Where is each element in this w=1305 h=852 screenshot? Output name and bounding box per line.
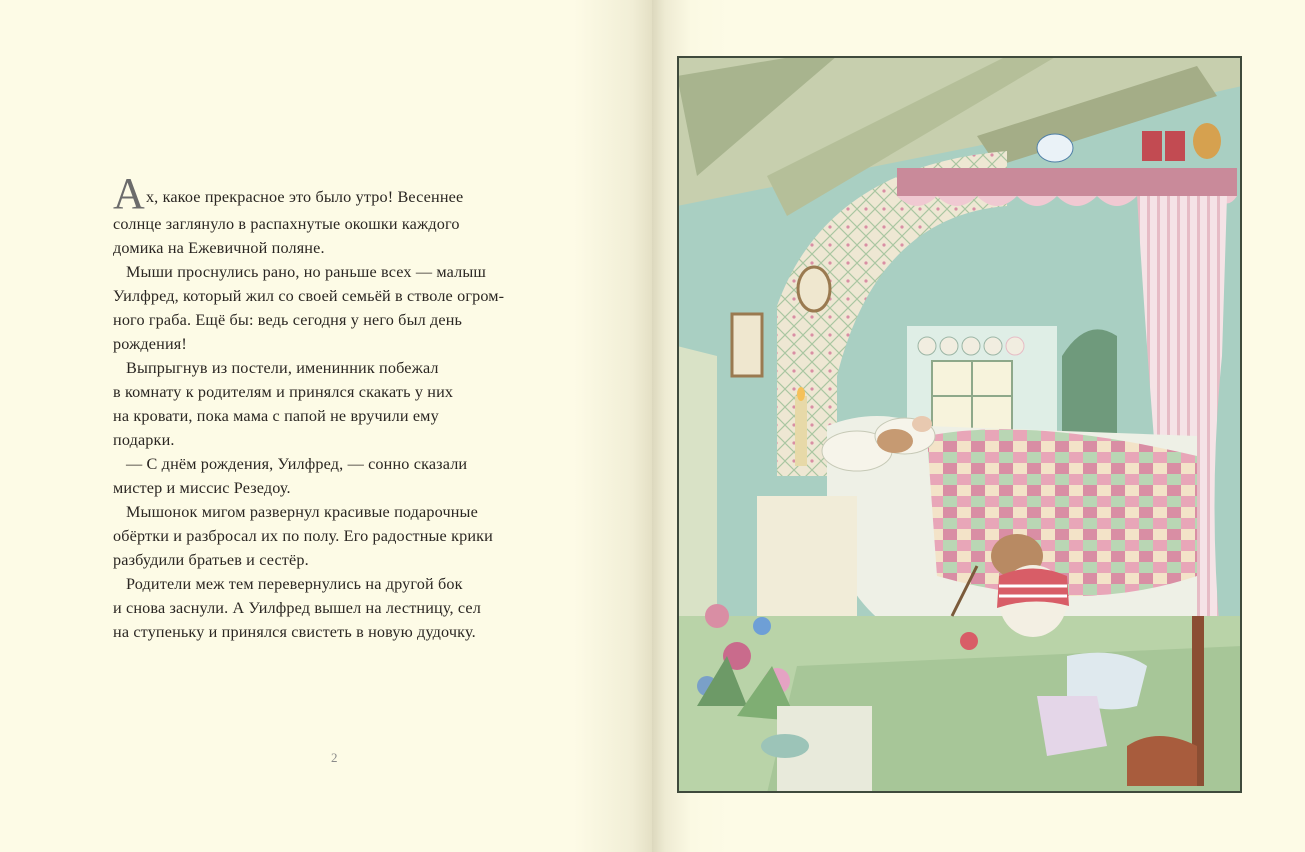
left-page <box>0 0 652 852</box>
dish <box>761 734 809 758</box>
page-number: 2 <box>331 750 338 765</box>
canopy <box>897 168 1237 196</box>
patchwork-quilt <box>927 429 1197 596</box>
text-line: в комнату к родителям и принялся скакать у них <box>113 383 454 401</box>
teapot <box>1037 134 1073 162</box>
text-line: и снова заснули. А Уилфред вышел на лестницу, сел <box>113 599 481 617</box>
jar <box>1165 131 1185 161</box>
text-line: х, какое прекрасное это было утро! Весеннее <box>145 188 464 206</box>
text-line: Родители меж тем перевернулись на другой бок <box>126 575 463 593</box>
text-line: подарки. <box>113 431 175 449</box>
sleeping-mouse <box>877 429 913 453</box>
picture-frame <box>732 314 762 376</box>
first-line <box>113 168 553 218</box>
ball <box>960 632 978 650</box>
jar <box>1142 131 1162 161</box>
portrait <box>798 267 830 311</box>
text-line: разбудили братьев и сестёр. <box>113 551 309 569</box>
pot <box>1193 123 1221 159</box>
text-line: Уилфред, который жил со своей семьёй в стволе огром- <box>113 287 505 305</box>
text-line: Выпрыгнув из постели, именинник побежал <box>126 359 439 377</box>
text-line: рождения! <box>113 335 187 353</box>
text-line: домика на Ежевичной поляне. <box>113 239 325 257</box>
text-line: мистер и миссис Резедоу. <box>113 479 291 497</box>
candle <box>795 396 807 466</box>
text-line: — С днём рождения, Уилфред, — сонно сказали <box>126 455 468 473</box>
dropcap: А <box>113 169 145 218</box>
bedroom-illustration <box>677 56 1242 793</box>
nightstand <box>757 496 857 626</box>
text-line: обёртки и разбросал их по полу. Его радостные крики <box>113 527 493 545</box>
text-line: Мышонок мигом развернул красивые подарочные <box>126 503 478 521</box>
text-line: на кровати, пока мама с папой не вручили ему <box>113 407 439 425</box>
story-text <box>113 168 553 644</box>
text-line: Мыши проснулись рано, но раньше всех — малыш <box>126 263 486 281</box>
text-line: на ступеньку и принялся свистеть в новую дудочку. <box>113 623 476 641</box>
text-line: солнце заглянуло в распахнутые окошки каждого <box>113 215 460 233</box>
text-line: ного граба. Ещё бы: ведь сегодня у него был день <box>113 311 463 329</box>
